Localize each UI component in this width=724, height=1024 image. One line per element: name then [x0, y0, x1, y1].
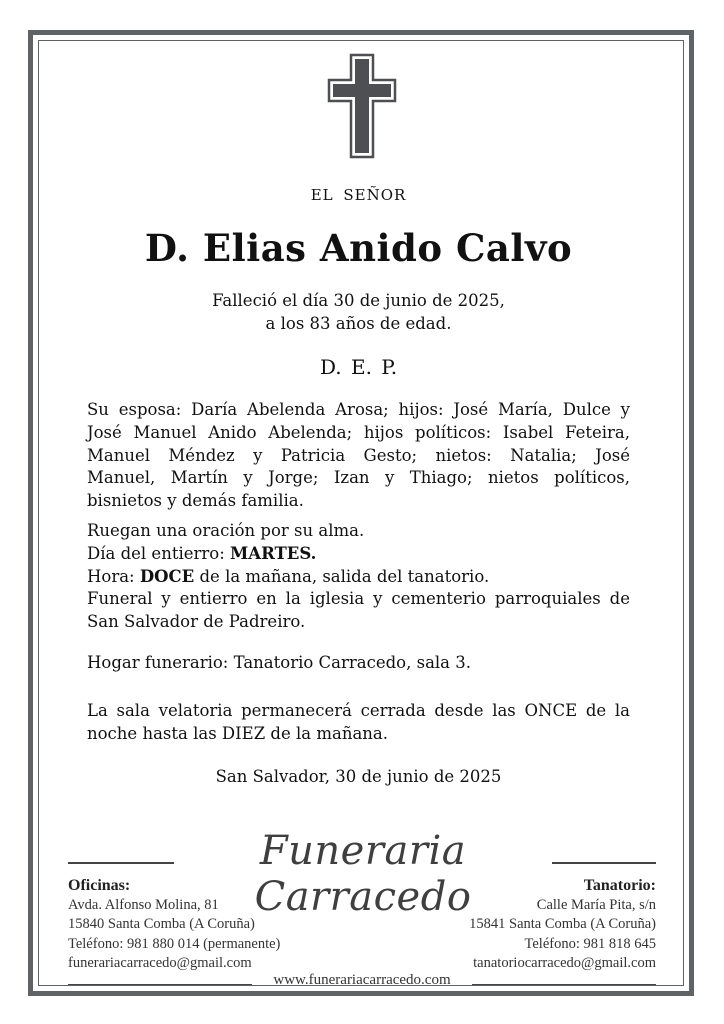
funeral-home-line: Hogar funerario: Tanatorio Carracedo, sala 3. [87, 653, 472, 672]
wake-room-line-2: noche hasta las DIEZ de la mañana. [87, 723, 388, 743]
place-date: San Salvador, 30 de junio de 2025 [215, 767, 502, 786]
burial-place-line-2: San Salvador de Padreiro. [87, 612, 306, 632]
brand-divider-right [552, 862, 656, 864]
burial-hour-rest: de la mañana, salida del tanatorio. [194, 566, 490, 586]
family-line-last: bisnietos y demás familia. [87, 491, 304, 511]
burial-day-line [87, 543, 630, 566]
brand-divider-left [68, 862, 174, 864]
death-date-line: Falleció el día 30 de junio de 2025, [212, 291, 505, 310]
burial-hour-label: Hora: [87, 566, 140, 586]
cross-icon [327, 53, 397, 159]
burial-day-label: Día del entierro: [87, 543, 231, 563]
death-age-line: a los 83 años de edad. [265, 314, 452, 333]
wake-room-line: La sala velatoria permanecerá cerrada desde las ONCE de la [87, 701, 630, 720]
tanatorio-phone: Teléfono: 981 818 645 [524, 935, 656, 952]
website-link[interactable]: www.funerariacarracedo.com [273, 972, 451, 988]
tanatorio-block [469, 876, 656, 974]
tanatorio-city: 15841 Santa Comba (A Coruña) [469, 916, 656, 932]
tanatorio-title: Tanatorio: [583, 877, 656, 894]
burial-hour-line [87, 566, 630, 589]
deceased-name: D. Elias Anido Calvo [144, 226, 573, 270]
web-divider-left [68, 984, 252, 985]
brand-logo-text: Funeraria Carracedo [254, 828, 472, 920]
family-line: Manuel Méndez y Patricia Gesto; nietos: Natalia; José [87, 445, 630, 465]
prayer-line: Ruegan una oración por su alma. [87, 521, 365, 540]
offices-block [68, 876, 280, 974]
burial-place-line: Funeral y entierro en la iglesia y cementerio parroquiales de [87, 589, 630, 609]
family-paragraph [87, 399, 630, 513]
offices-address: Avda. Alfonso Molina, 81 [68, 896, 219, 913]
death-info [87, 289, 630, 335]
offices-email[interactable]: funerariacarracedo@gmail.com [68, 955, 252, 971]
title-prefix: EL SEÑOR [310, 186, 407, 204]
offices-city: 15840 Santa Comba (A Coruña) [68, 916, 255, 932]
wake-room-paragraph [87, 700, 630, 746]
dep-text: D. E. P. [319, 355, 398, 379]
family-line: José Manuel Anido Abelenda; hijos políticos: Isabel Feteira, [87, 422, 630, 442]
burial-hour-value: DOCE [139, 566, 195, 586]
family-line: Manuel, Martín y Jorge; Izan y Thiago; nietos políticos, [87, 468, 630, 488]
family-line: Su esposa: Daría Abelenda Arosa; hijos: José María, Dulce y [87, 400, 630, 419]
web-divider-right [472, 984, 656, 985]
offices-phone: Teléfono: 981 880 014 (permanente) [68, 935, 281, 952]
tanatorio-address: Calle María Pita, s/n [536, 896, 656, 913]
funeral-paragraph [87, 520, 630, 634]
offices-title: Oficinas: [68, 877, 131, 894]
burial-day-value: MARTES. [230, 543, 317, 563]
tanatorio-email[interactable]: tanatoriocarracedo@gmail.com [473, 955, 656, 971]
